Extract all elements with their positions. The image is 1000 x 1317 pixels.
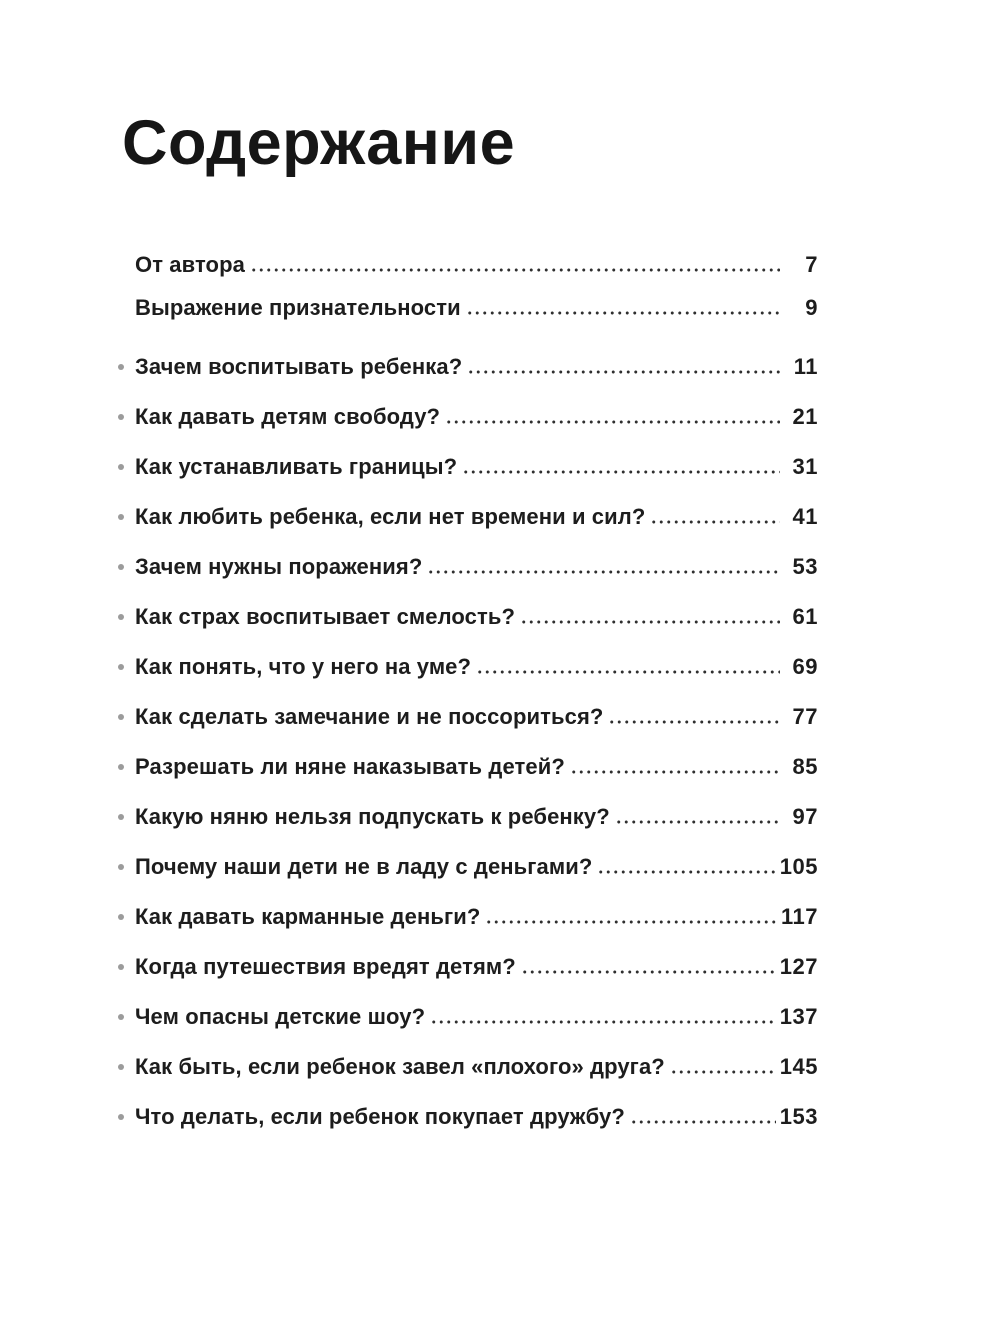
toc-row bbox=[135, 653, 818, 681]
toc-entry-label: Как страх воспитывает смелость? bbox=[135, 604, 516, 629]
page-number: 97 bbox=[792, 804, 818, 829]
toc-row bbox=[135, 294, 818, 322]
page-number: 9 bbox=[805, 295, 818, 320]
page-number: 41 bbox=[792, 504, 818, 529]
toc-entry-label: Как понять, что у него на уме? bbox=[135, 654, 472, 679]
bullet-icon bbox=[118, 964, 124, 970]
page-number: 85 bbox=[792, 754, 818, 779]
toc-row bbox=[135, 603, 818, 631]
toc-entry-label: Как давать детям свободу? bbox=[135, 404, 441, 429]
toc-entry-label: Как любить ребенка, если нет времени и сил? bbox=[135, 504, 646, 529]
bullet-icon bbox=[118, 364, 124, 370]
toc-entry-label: Выражение признательности bbox=[135, 295, 461, 320]
page-number: 105 bbox=[779, 854, 818, 879]
toc-row bbox=[135, 703, 818, 731]
toc-entry-label: Разрешать ли няне наказывать детей? bbox=[135, 754, 565, 779]
toc-row bbox=[135, 803, 818, 831]
toc-row bbox=[135, 1053, 818, 1081]
page-number: 69 bbox=[792, 654, 818, 679]
dot-leader-line bbox=[521, 969, 776, 975]
page-number: 7 bbox=[805, 252, 818, 277]
dot-leader-line bbox=[650, 519, 780, 525]
dot-leader-line bbox=[608, 719, 780, 725]
dot-leader-line bbox=[670, 1069, 776, 1075]
page-number: 145 bbox=[779, 1054, 818, 1079]
page-number: 31 bbox=[792, 454, 818, 479]
toc-row bbox=[135, 1103, 818, 1131]
dot-leader-line bbox=[445, 419, 780, 425]
bullet-icon bbox=[118, 814, 124, 820]
toc-entry-label: Зачем нужны поражения? bbox=[135, 554, 423, 579]
bullet-icon bbox=[118, 564, 124, 570]
toc-entry-label: Что делать, если ребенок покупает дружбу? bbox=[135, 1104, 625, 1129]
bullet-icon bbox=[118, 1114, 124, 1120]
dot-leader-line bbox=[462, 469, 780, 475]
dot-leader-line bbox=[630, 1119, 776, 1125]
toc-entry-label: Когда путешествия вредят детям? bbox=[135, 954, 516, 979]
toc-entry-label: Чем опасны детские шоу? bbox=[135, 1004, 426, 1029]
page-number: 61 bbox=[792, 604, 818, 629]
dot-leader-line bbox=[427, 569, 780, 575]
bullet-icon bbox=[118, 614, 124, 620]
bullet-icon bbox=[118, 664, 124, 670]
dot-leader-line bbox=[476, 669, 780, 675]
toc-entry-label: Как быть, если ребенок завел «плохого» друга? bbox=[135, 1054, 665, 1079]
dot-leader-line bbox=[520, 619, 780, 625]
toc-entry-label: Как устанавливать границы? bbox=[135, 454, 458, 479]
toc-entry-label: Как сделать замечание и не поссориться? bbox=[135, 704, 604, 729]
page-number: 137 bbox=[779, 1004, 818, 1029]
toc-row bbox=[135, 953, 818, 981]
toc-entry-label: Зачем воспитывать ребенка? bbox=[135, 354, 463, 379]
toc-list bbox=[135, 251, 818, 1131]
page-number: 77 bbox=[792, 704, 818, 729]
toc-row bbox=[135, 553, 818, 581]
page-number: 53 bbox=[792, 554, 818, 579]
toc-row bbox=[135, 403, 818, 431]
bullet-icon bbox=[118, 464, 124, 470]
toc-row bbox=[135, 903, 818, 931]
bullet-icon bbox=[118, 1014, 124, 1020]
bullet-icon bbox=[118, 514, 124, 520]
toc-row bbox=[135, 353, 818, 381]
bullet-icon bbox=[118, 1064, 124, 1070]
toc-entry-label: Почему наши дети не в ладу с деньгами? bbox=[135, 854, 593, 879]
dot-leader-line bbox=[570, 769, 780, 775]
dot-leader-line bbox=[485, 919, 777, 925]
dot-leader-line bbox=[597, 869, 775, 875]
toc-row bbox=[135, 503, 818, 531]
toc-row bbox=[135, 453, 818, 481]
toc-row bbox=[135, 753, 818, 781]
page-number: 117 bbox=[781, 904, 818, 929]
dot-leader-line bbox=[615, 819, 780, 825]
toc-row bbox=[135, 1003, 818, 1031]
page-title: Содержание bbox=[122, 108, 516, 178]
page-number: 153 bbox=[779, 1104, 818, 1129]
toc-row bbox=[135, 251, 818, 279]
bullet-icon bbox=[118, 914, 124, 920]
page-number: 127 bbox=[779, 954, 818, 979]
dot-leader-line bbox=[467, 369, 780, 375]
toc-entry-label: От автора bbox=[135, 252, 245, 277]
toc-entry-label: Какую няню нельзя подпускать к ребенку? bbox=[135, 804, 610, 829]
toc-row bbox=[135, 853, 818, 881]
dot-leader-line bbox=[250, 267, 780, 273]
bullet-icon bbox=[118, 414, 124, 420]
dot-leader-line bbox=[466, 310, 780, 316]
bullet-icon bbox=[118, 714, 124, 720]
dot-leader-line bbox=[430, 1019, 776, 1025]
bullet-icon bbox=[118, 864, 124, 870]
toc-entry-label: Как давать карманные деньги? bbox=[135, 904, 481, 929]
bullet-icon bbox=[118, 764, 124, 770]
page-number: 21 bbox=[792, 404, 818, 429]
page-number: 11 bbox=[793, 354, 818, 379]
